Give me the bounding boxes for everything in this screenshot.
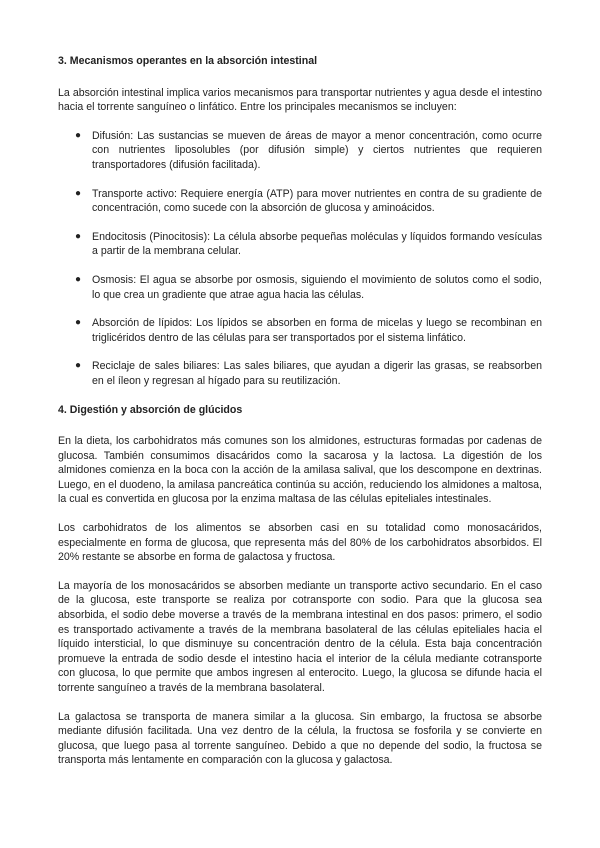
section-3-intro: La absorción intestinal implica varios mecanismos para transportar nutrientes y agua desde el intestino hacia el torrente sanguíneo o linfático. Entre los principales mecanismos se incluyen:: [58, 86, 542, 114]
section-4-heading: 4. Digestión y absorción de glúcidos: [58, 403, 243, 416]
paragraph: Los carbohidratos de los alimentos se absorben casi en su totalidad como monosacáridos, especialmente en forma de glucosa, que representa más del 80% de los carbohidratos absorbidos. El 20% restante se absorbe en forma de galactosa y fructosa.: [58, 522, 542, 564]
paragraph: La galactosa se transporta de manera similar a la glucosa. Sin embargo, la fructosa se absorbe mediante difusión facilitada. Una vez dentro de la célula, la fructosa se fosforila y se convierte en glucosa, que luego pasa al torrente sanguíneo. Debido a que no depende del sodio, la fructosa se transporta más lentamente en comparación con la glucosa y galactosa.: [58, 710, 542, 767]
list-item: [58, 273, 542, 302]
list-item-text: Osmosis: El agua se absorbe por osmosis, siguiendo el movimiento de solutos como el sodio, lo que crea un gradiente que atrae agua hacia las células.: [92, 273, 542, 301]
bullet-icon: ●: [75, 317, 82, 329]
list-item-text: Transporte activo: Requiere energía (ATP) para mover nutrientes en contra de su gradiente de concentración, como sucede con la absorción de glucosa y aminoácidos.: [92, 187, 542, 215]
paragraph: En la dieta, los carbohidratos más comunes son los almidones, estructuras formadas por cadenas de glucosa. También consumimos disacáridos como la sacarosa y la lactosa. La digestión de los almidones comienza en la boca con la acción de la amilasa salival, que los descompone en dextrinas. Luego, en el duodeno, la amilasa pancreática continúa su acción, reduciendo los almidones a maltosa, la cual es convertida en glucosa por la enzima maltasa de las células epiteliales intestinales.: [58, 435, 542, 506]
bullet-icon: ●: [75, 129, 82, 141]
list-item: [58, 230, 542, 259]
list-item: [58, 359, 542, 388]
list-item: [58, 187, 542, 216]
list-item-text: Endocitosis (Pinocitosis): La célula absorbe pequeñas moléculas y líquidos formando vesículas a partir de la membrana celular.: [92, 230, 542, 258]
bullet-icon: ●: [75, 273, 82, 285]
mechanisms-list: [58, 129, 542, 389]
list-item-text: Reciclaje de sales biliares: Las sales biliares, que ayudan a digerir las grasas, se reabsorben en el íleon y regresan al hígado para su reutilización.: [92, 360, 542, 387]
bullet-icon: ●: [75, 230, 82, 242]
list-item-text: Absorción de lípidos: Los lípidos se absorben en forma de micelas y luego se recombinan en triglicéridos dentro de las células para ser transportados por el sistema linfático.: [92, 317, 542, 344]
document-page: [58, 54, 542, 782]
bullet-icon: ●: [75, 360, 82, 372]
list-item-text: Difusión: Las sustancias se mueven de áreas de mayor a menor concentración, como ocurre con nutrientes liposolubles (por difusión simple) y ciertos nutrientes que requieren transportadores (difusión facilitada).: [92, 129, 542, 171]
list-item: [58, 316, 542, 345]
section-3-heading: 3. Mecanismos operantes en la absorción intestinal: [58, 55, 318, 67]
paragraph: La mayoría de los monosacáridos se absorben mediante un transporte activo secundario. En el caso de la glucosa, este transporte se realiza por cotransporte con sodio. Para que la glucosa sea absorbida, el sodio debe moverse a través de la membrana intestinal en dos pasos: primero, el sodio es transportado activamente a través de la membrana basolateral de las células epiteliales hacia el líquido intersticial, lo que disminuye su concentración dentro de la célula. Esta baja concentración promueve la entrada de sodio desde el intestino hacia el interior de la célula mediante cotransporte con glucosa, lo que permite que ambos ingresen al enterocito. Luego, la glucosa se difunde hacia el torrente sanguíneo a través de la membrana basolateral.: [58, 579, 542, 694]
bullet-icon: ●: [75, 187, 82, 199]
list-item: [58, 129, 542, 173]
